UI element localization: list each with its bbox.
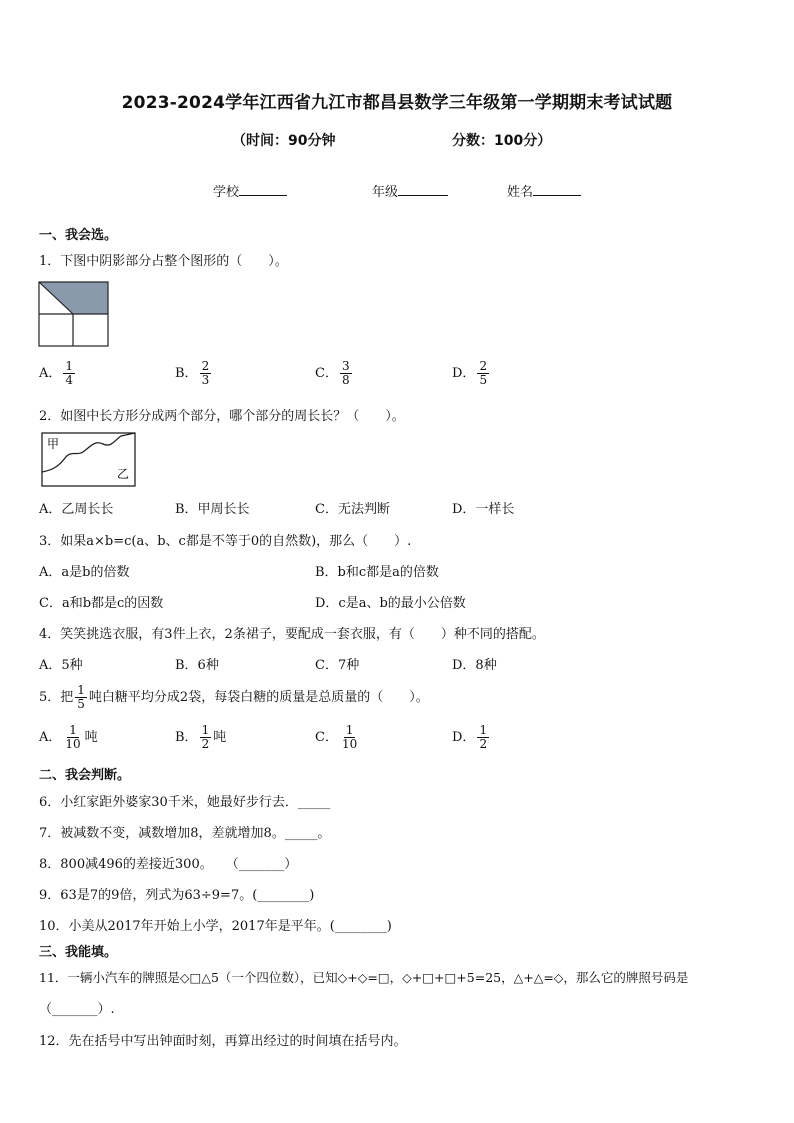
q5-option-b-fraction <box>200 724 212 751</box>
fraction-numerator: 3 <box>341 359 350 373</box>
q1-option-a-label: A． <box>39 366 62 381</box>
fraction-numerator: 2 <box>201 359 210 373</box>
fraction-denominator: 2 <box>479 737 488 751</box>
fraction-denominator: 5 <box>77 697 85 711</box>
exam-time: （时间：90分钟 <box>232 133 336 149</box>
q5-option-b-unit: 吨 <box>213 730 227 745</box>
q5-option-c-label: C． <box>315 730 338 745</box>
section-heading-judge: 二、我会判断。 <box>39 768 131 783</box>
school-field <box>213 181 287 200</box>
fraction-numerator: 1 <box>77 683 85 697</box>
question-9-text: 9．63是7的9倍，列式为63÷9=7。(________) <box>39 888 315 903</box>
name-label: 姓名 <box>507 185 534 200</box>
q3-option-c[interactable]: C．a和b都是c的因数 <box>39 596 164 611</box>
fraction-denominator: 10 <box>341 737 358 751</box>
q5-prefix: 5．把 <box>39 690 74 705</box>
name-blank[interactable] <box>533 183 581 196</box>
q1-option-d-label: D． <box>452 366 476 381</box>
q1-option-c[interactable] <box>315 360 354 387</box>
q3-option-b[interactable]: B．b和c都是a的倍数 <box>315 565 439 580</box>
q3-option-a[interactable]: A．a是b的倍数 <box>39 565 130 580</box>
page-title: 2023-2024学年江西省九江市都昌县数学三年级第一学期期末考试试题 <box>121 93 673 113</box>
fraction-denominator: 2 <box>201 737 210 751</box>
fraction-numerator: 2 <box>479 359 488 373</box>
q2-option-d[interactable]: D．一样长 <box>452 502 515 517</box>
exam-score: 分数：100分） <box>452 133 552 149</box>
question-1-text: 1．下图中阴影部分占整个图形的（ ）。 <box>39 254 288 269</box>
q4-option-a[interactable]: A．5种 <box>39 658 83 673</box>
section-heading-choice: 一、我会选。 <box>39 228 118 243</box>
q2-label-a: 甲 <box>47 437 60 451</box>
fraction-numerator: 1 <box>65 359 74 373</box>
q5-fraction <box>75 684 87 711</box>
grade-blank[interactable] <box>398 183 448 196</box>
q5-option-d[interactable] <box>452 724 491 751</box>
q4-option-d[interactable]: D．8种 <box>452 658 497 673</box>
q5-option-a[interactable] <box>39 724 98 751</box>
q5-option-c-fraction <box>340 724 359 751</box>
grade-field <box>372 181 448 200</box>
q5-suffix: 吨白糖平均分成2袋，每袋白糖的质量是总质量的（ ）。 <box>88 690 429 705</box>
q2-option-b[interactable]: B．甲周长长 <box>175 502 250 517</box>
fraction-numerator: 1 <box>201 723 210 737</box>
q2-option-c[interactable]: C．无法判断 <box>315 502 390 517</box>
question-5-text <box>39 684 429 711</box>
q5-option-b[interactable] <box>175 724 226 751</box>
fraction-denominator: 4 <box>65 373 74 387</box>
question-2-text: 2．如图中长方形分成两个部分，哪个部分的周长长？（ ）。 <box>39 409 405 424</box>
section-heading-fill: 三、我能填。 <box>39 945 118 960</box>
name-field <box>507 181 581 200</box>
q5-option-d-fraction <box>477 724 489 751</box>
q3-option-d[interactable]: D．c是a、b的最小公倍数 <box>315 596 466 611</box>
q1-option-a[interactable] <box>39 360 77 387</box>
q1-option-d[interactable] <box>452 360 491 387</box>
q1-option-d-fraction <box>477 360 489 387</box>
question-11-answer-blank: （_______）. <box>39 1002 115 1017</box>
question-12-text: 12．先在括号中写出钟面时刻，再算出经过的时间填在括号内。 <box>39 1034 407 1049</box>
q2-option-a[interactable]: A．乙周长长 <box>39 502 114 517</box>
fraction-denominator: 5 <box>479 373 488 387</box>
fraction-numerator: 1 <box>479 723 488 737</box>
q2-label-b: 乙 <box>117 467 130 481</box>
grade-label: 年级 <box>372 185 399 200</box>
q4-option-b[interactable]: B．6种 <box>175 658 219 673</box>
school-blank[interactable] <box>239 183 287 196</box>
question-6-text: 6．小红家距外婆家30千米，她最好步行去．_____ <box>39 795 331 810</box>
q1-option-a-fraction <box>63 360 75 387</box>
question-11-text: 11．一辆小汽车的牌照是◇□△5（一个四位数），已知◇+◇=□，◇+□+□+5=25，△+△=◇，那么它的牌照号码是 <box>39 970 689 985</box>
fraction-numerator: 1 <box>69 723 77 737</box>
fraction-numerator: 1 <box>345 723 354 737</box>
question-10-text: 10．小美从2017年开始上小学，2017年是平年。(________) <box>39 919 392 934</box>
q5-option-a-unit: 吨 <box>84 730 98 745</box>
q4-option-c[interactable]: C．7种 <box>315 658 360 673</box>
question-3-text: 3．如果a×b=c(a、b、c都是不等于0的自然数)，那么（ ）. <box>39 534 412 549</box>
q5-option-a-label: A． <box>39 730 62 745</box>
q5-option-c[interactable] <box>315 724 361 751</box>
fraction-denominator: 8 <box>341 373 350 387</box>
q5-option-a-fraction <box>63 724 82 751</box>
question-8-text: 8．800减496的差接近300。 （_______） <box>39 857 298 872</box>
q5-option-b-label: B． <box>175 730 198 745</box>
q1-option-b[interactable] <box>175 360 213 387</box>
q1-option-b-label: B． <box>175 366 198 381</box>
school-label: 学校 <box>213 185 240 200</box>
q1-figure <box>38 281 110 347</box>
question-4-text: 4．笑笑挑选衣服，有3件上衣，2条裙子，要配成一套衣服，有（ ）种不同的搭配。 <box>39 627 545 642</box>
fraction-denominator: 3 <box>201 373 210 387</box>
q1-option-c-label: C． <box>315 366 338 381</box>
question-7-text: 7．被减数不变，减数增加8，差就增加8。_____。 <box>39 826 331 841</box>
q5-option-d-label: D． <box>452 730 476 745</box>
fraction-denominator: 10 <box>65 737 81 751</box>
q2-figure <box>41 432 137 488</box>
q1-option-b-fraction <box>200 360 212 387</box>
q1-option-c-fraction <box>340 360 352 387</box>
q1-shaded-region <box>39 282 108 314</box>
